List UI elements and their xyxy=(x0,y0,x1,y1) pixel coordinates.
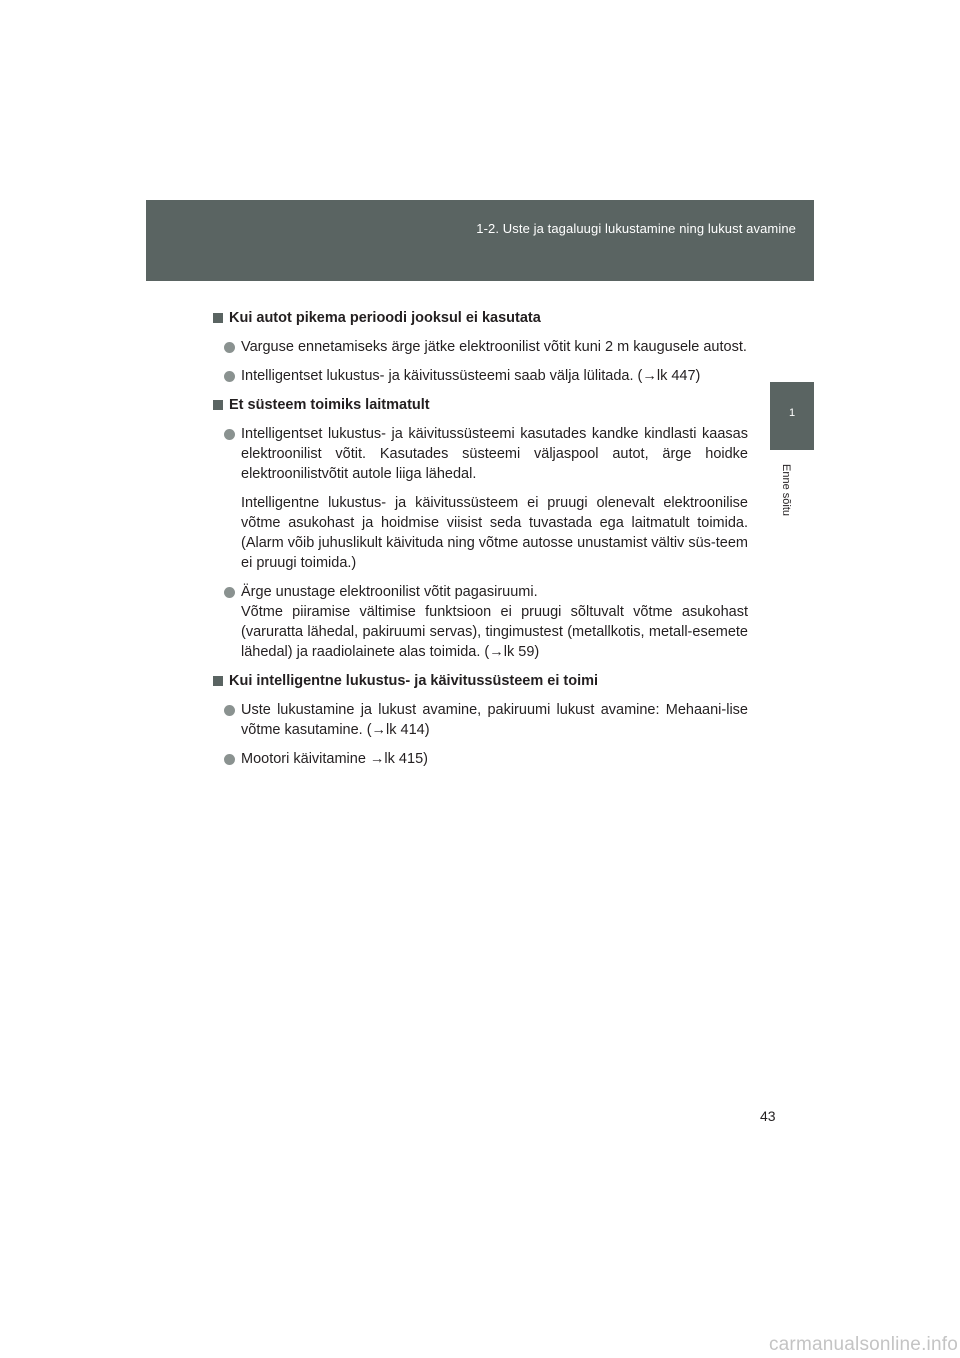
list-item xyxy=(213,337,748,357)
chapter-number: 1 xyxy=(788,407,796,419)
section-header-title: 1-2. Uste ja tagaluugi lukustamine ning lukust avamine xyxy=(476,221,796,236)
list-item-text: Võtme piiramise vältimise funktsioon ei pruugi sõltuvalt võtme asukohast (varuratta lähedal, pakiruumi servas), tingimustest (metallkotis, metall-esemete lähedal) ja raadiolainete alas toimida. (→lk 59) xyxy=(241,604,748,660)
list-item xyxy=(213,700,748,740)
list-item xyxy=(213,366,748,386)
circle-bullet-icon xyxy=(224,587,235,598)
chapter-tab xyxy=(770,382,814,450)
watermark-text: carmanualsonline.info xyxy=(768,1334,958,1355)
circle-bullet-icon xyxy=(224,705,235,716)
chapter-label: Enne sõitu xyxy=(780,464,792,516)
section-heading-text: Kui intelligentne lukustus- ja käivitussüsteem ei toimi xyxy=(229,673,599,689)
section-heading-text: Et süsteem toimiks laitmatult xyxy=(229,397,430,413)
list-item-text: Intelligentset lukustus- ja käivitussüsteemi kasutades kandke kindlasti kaasas elektroonilist võtit. Kasutades süsteemi väljaspool autot, ärge hoidke elektroonilistvõtit autole liiga lähedal. xyxy=(241,426,748,482)
list-item xyxy=(213,582,748,662)
section-heading xyxy=(213,395,748,415)
circle-bullet-icon xyxy=(224,342,235,353)
page-content xyxy=(213,308,748,769)
list-item-text: Varguse ennetamiseks ärge jätke elektroonilist võtit kuni 2 m kaugusele autost. xyxy=(241,339,747,355)
list-item xyxy=(213,749,748,769)
list-item-text: Uste lukustamine ja lukust avamine, pakiruumi lukust avamine: Mehaani-lise võtme kasutamine. (→lk 414) xyxy=(241,702,748,738)
page-number: 43 xyxy=(760,1108,776,1124)
circle-bullet-icon xyxy=(224,429,235,440)
square-bullet-icon xyxy=(213,676,223,686)
section-heading-text: Kui autot pikema perioodi jooksul ei kasutata xyxy=(229,310,541,326)
square-bullet-icon xyxy=(213,313,223,323)
section-heading xyxy=(213,671,748,691)
list-item-text: Ärge unustage elektroonilist võtit pagasiruumi. xyxy=(241,584,538,600)
list-item xyxy=(213,424,748,573)
list-item-text: Intelligentne lukustus- ja käivitussüsteem ei pruugi olenevalt elektroonilise võtme asukohast ja hoidmise viisist seda tuvastada ega laitmatult toimida. (Alarm võib juhuslikult käivituda ning võtme autosse unustamist vältiv süs-teem ei pruugi toimida.) xyxy=(241,495,748,571)
circle-bullet-icon xyxy=(224,371,235,382)
list-item-text: Intelligentset lukustus- ja käivitussüsteemi saab välja lülitada. (→lk 447) xyxy=(241,368,701,384)
circle-bullet-icon xyxy=(224,754,235,765)
square-bullet-icon xyxy=(213,400,223,410)
section-heading xyxy=(213,308,748,328)
list-item-text: Mootori käivitamine →lk 415) xyxy=(241,751,428,767)
section-header-bar xyxy=(146,200,814,281)
